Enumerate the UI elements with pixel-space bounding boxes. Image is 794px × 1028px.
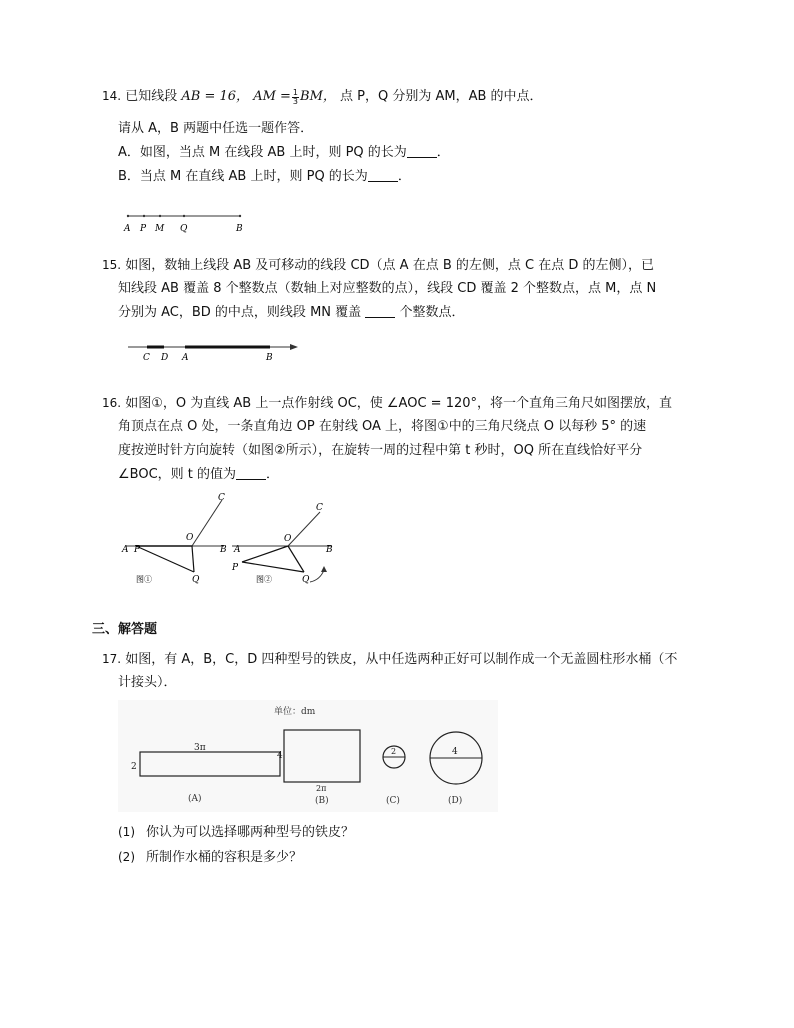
q17-line2: 计接头）． (118, 675, 177, 690)
q15-line1: 15. 如图，数轴上线段 AB 及可移动的线段 CD（点 A 在点 B 的左侧，点 C 在点 D 的左侧），已 (102, 258, 654, 273)
q16-fig2-label-a: A (234, 545, 241, 555)
q17-figB-side: 4 (277, 751, 283, 761)
q17-sub1: (1) 你认为可以选择哪两种型号的铁皮？ (118, 821, 354, 844)
q14-eq2b: BM， (300, 89, 336, 104)
q17-figA-side: 2 (131, 762, 137, 772)
q17-figB-bottom: 2π (316, 784, 327, 793)
q14-number: 14. (102, 89, 122, 103)
q16-fig2-caption: 图② (256, 575, 272, 584)
q15-number: 15. (102, 258, 122, 272)
q14-rest: 点 P，Q 分别为 AM，AB 的中点． (340, 89, 543, 104)
q15-fig-label-c: C (143, 353, 150, 363)
q17-sub2-number: (2) (118, 850, 135, 864)
q16-fig1-label-o: O (186, 533, 194, 543)
q15-line2: 知线段 AB 覆盖 8 个整数点（数轴上对应整数的点），线段 CD 覆盖 2 个整数点，点 M，点 N (118, 281, 657, 296)
q14-fig-label-q: Q (180, 224, 188, 234)
q15-line3: 分别为 AC，BD 的中点，则线段 MN 覆盖 个整数点． (118, 305, 465, 320)
q16-fig1-label-c: C (218, 493, 225, 503)
q16-fig2-label-o: O (284, 534, 292, 544)
q17-figD-label: 4 (452, 747, 458, 757)
q17-line1: 17. 如图，有 A，B，C，D 四种型号的铁皮，从中任选两种正好可以制作成一个无盖圆柱形水桶（不 (102, 652, 678, 667)
q16-line1: 16. 如图①，O 为直线 AB 上一点作射线 OC，使 ∠AOC = 120°，将一个直角三角尺如图摆放，直 (102, 396, 673, 411)
q17-figD-caption: (D) (448, 796, 463, 806)
q14-fraction: $\frac{1}{3}$ (292, 88, 299, 106)
q17-figC-caption: (C) (386, 796, 400, 806)
q16-line4: ∠BOC，则 t 的值为 ． (118, 467, 280, 482)
q15-fig-label-d: D (161, 353, 169, 363)
q16-fig2-label-c: C (316, 503, 323, 513)
q16-fig1-label-b: B (220, 545, 227, 555)
q14-option-a: A．如图，当点 M 在线段 AB 上时，则 PQ 的长为 ． (118, 145, 450, 160)
q16-fig1-label-a: A (122, 545, 129, 555)
q16-figure-2 (228, 500, 338, 590)
q14-fig-label-p: P (140, 224, 147, 234)
q14-figure (116, 208, 256, 238)
q17-figA-caption: (A) (188, 794, 202, 804)
q16-fig1-label-p: P (134, 545, 141, 555)
q15-number-line-figure (124, 338, 304, 364)
q14-intro: 已知线段 (125, 89, 178, 104)
q14-fig-label-a: A (124, 224, 131, 234)
q17-figure (118, 700, 498, 812)
q17-figC-label: 2 (391, 747, 397, 756)
q17-figA-top: 3π (194, 743, 206, 753)
q15-answer-blank[interactable] (365, 303, 395, 318)
q16-number: 16. (102, 396, 122, 410)
q17-sub1-number: (1) (118, 825, 135, 839)
q14-eq1: AB = 16， (181, 89, 250, 104)
q16-line3: 度按逆时针方向旋转（如图②所示），在旋转一周的过程中第 t 秒时，OQ 所在直线恰好平分 (118, 443, 643, 458)
q16-fig1-caption: 图① (136, 575, 152, 584)
q14-answer-blank-b[interactable] (368, 167, 398, 182)
q16-figure-1 (118, 490, 228, 590)
q17-number: 17. (102, 652, 122, 666)
q14-eq2a: AM = (253, 89, 291, 104)
q14-stem (102, 85, 543, 108)
q17-unit: 单位：dm (274, 707, 316, 717)
q14-choose: 请从 A，B 两题中任选一题作答． (118, 121, 314, 136)
q16-fig2-label-q: Q (302, 575, 310, 585)
q14-option-b: B．当点 M 在直线 AB 上时，则 PQ 的长为 ． (118, 169, 411, 184)
q16-answer-blank[interactable] (236, 465, 266, 480)
q15-fig-label-a: A (182, 353, 189, 363)
q17-sub2: (2) 所制作水桶的容积是多少？ (118, 846, 302, 869)
section-title: 三、解答题 (92, 622, 158, 637)
q14-fig-label-m: M (155, 224, 165, 234)
q16-line2: 角顶点在点 O 处，一条直角边 OP 在射线 OA 上，将图①中的三角尺绕点 O 以每秒 5° 的速 (118, 419, 647, 434)
q14-fig-label-b: B (236, 224, 243, 234)
q17-figB-caption: (B) (315, 796, 329, 806)
q16-fig2-label-b: B (326, 545, 333, 555)
q15-fig-label-b: B (266, 353, 273, 363)
q16-fig2-label-p: P (232, 563, 239, 573)
q16-fig1-label-q: Q (192, 575, 200, 585)
q14-answer-blank-a[interactable] (407, 143, 437, 158)
